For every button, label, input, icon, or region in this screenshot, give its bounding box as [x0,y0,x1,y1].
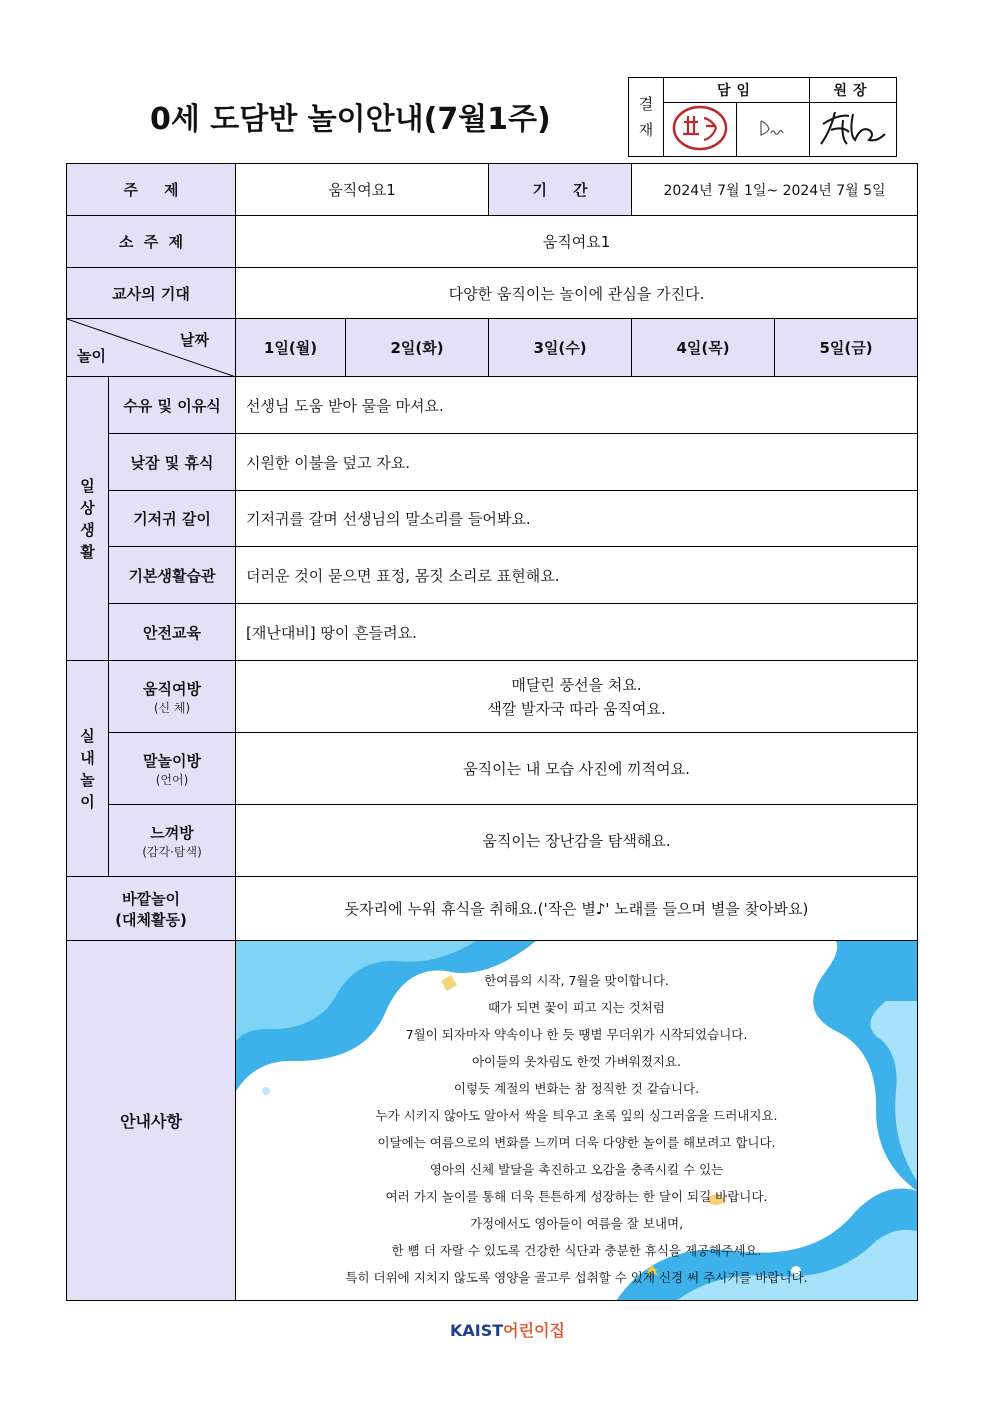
group-char: 실 [80,726,95,745]
period-value: 2024년 7월 1일~ 2024년 7월 5일 [632,164,918,216]
theme-label: 주 제 [67,164,236,216]
notice-line: 이달에는 여름으로의 변화를 느끼며 더욱 다양한 놀이를 해보려고 합니다. [377,1135,776,1150]
daily-row-value: 선생님 도움 받아 물을 마셔요. [236,377,918,434]
daily-row-label: 기저귀 갈이 [109,491,236,547]
indoor-line: 색깔 발자국 따라 움직여요. [487,699,666,718]
footer-brand: KAIST [450,1321,504,1340]
indoor-row-label [109,805,236,877]
daily-row-label: 수유 및 이유식 [109,377,236,434]
signature-icon [813,104,893,152]
group-char: 놀 [80,770,95,789]
indoor-label-sub: (언어) [155,772,189,787]
teacher-header: 담임 [664,78,810,103]
teacher-signature [737,103,810,157]
subtheme-label: 소 주 제 [67,216,236,268]
day-1: 1일(월) [236,319,346,377]
daily-row-label: 낮잠 및 휴식 [109,434,236,491]
group-char: 상 [80,498,95,517]
daily-group-label [67,377,109,661]
indoor-label-text: 움직여방 [143,679,201,698]
period-label: 기 간 [489,164,632,216]
daily-row-value: 시원한 이불을 덮고 자요. [236,434,918,491]
notice-line: 한여름의 시작, 7월을 맞이합니다. [484,973,669,988]
group-char: 이 [80,792,95,811]
red-seal-icon [668,104,732,152]
expect-value: 다양한 움직이는 놀이에 관심을 가진다. [236,268,918,319]
notice-line: 아이들의 옷차림도 한껏 가벼워졌지요. [471,1054,682,1069]
indoor-line: 움직이는 내 모습 사진에 끼적여요. [463,760,690,778]
notice-text [236,950,917,1291]
outdoor-value: 돗자리에 누워 휴식을 취해요.('작은 별♪' 노래를 들으며 별을 찾아봐요) [236,877,918,941]
director-header: 원장 [810,78,897,103]
group-char: 생 [80,520,95,539]
notice-cell [236,941,918,1301]
notice-line: 가정에서도 영아들이 여름을 잘 보내며, [469,1216,684,1231]
approval-label-char: 재 [638,121,654,139]
approval-label [629,78,664,157]
notice-line: 한 뼘 더 자랄 수 있도록 건강한 식단과 충분한 휴식을 제공해주세요. [391,1243,762,1258]
day-2: 2일(화) [346,319,489,377]
notice-line: 7월이 되자마자 약속이나 한 듯 땡볕 무더위가 시작되었습니다. [405,1027,748,1042]
indoor-label-text: 말놀이방 [143,751,201,770]
expect-label: 교사의 기대 [67,268,236,319]
daily-row-value: [재난대비] 땅이 흔들려요. [236,604,918,661]
indoor-label-text: 느껴방 [150,823,194,842]
notice-line: 특히 더위에 지치지 않도록 영양을 골고루 섭취할 수 있게 신경 써 주시기를 바랍니다. [345,1270,808,1285]
group-char: 활 [80,542,95,561]
day-5: 5일(금) [775,319,918,377]
notice-line: 때가 되면 꽃이 피고 지는 것처럼 [488,1000,665,1015]
indoor-row-value [236,733,918,805]
indoor-label-sub: (신 체) [153,700,191,715]
page-title: 0세 도담반 놀이안내(7월1주) [150,102,551,137]
notice-line: 이렇듯 계절의 변화는 참 정직한 것 같습니다. [453,1081,700,1096]
daily-row-value: 기저귀를 갈며 선생님의 말소리를 들어봐요. [236,491,918,547]
footer-logo [450,1318,565,1341]
approval-box [628,77,897,157]
director-signature [810,103,897,157]
day-4: 4일(목) [632,319,775,377]
outdoor-label-1: 바깥놀이 [122,889,180,908]
daily-row-label: 안전교육 [109,604,236,661]
play-label: 놀이 [77,347,106,365]
plan-table [66,163,918,1301]
group-char: 내 [80,748,95,767]
group-char: 일 [80,476,95,495]
indoor-line: 움직이는 장난감을 탐색해요. [482,832,671,850]
indoor-row-label [109,661,236,733]
daily-row-value: 더러운 것이 묻으면 표정, 몸짓 소리로 표현해요. [236,547,918,604]
teacher-seal [664,103,737,157]
notice-line: 여러 가지 놀이를 통해 더욱 튼튼하게 성장하는 한 달이 되길 바랍니다. [385,1189,768,1204]
theme-value: 움직여요1 [236,164,489,216]
indoor-row-label [109,733,236,805]
outdoor-label [67,877,236,941]
daily-row-label: 기본생활습관 [109,547,236,604]
indoor-line: 매달린 풍선을 쳐요. [511,675,642,694]
indoor-row-value [236,661,918,733]
outdoor-label-2: (대체활동) [115,910,187,929]
indoor-row-value [236,805,918,877]
indoor-group-label [67,661,109,877]
signature-icon [753,113,793,143]
notice-label: 안내사항 [67,941,236,1301]
notice-line: 누가 시키지 않아도 알아서 싹을 틔우고 초록 잎의 싱그러움을 드러내지요. [375,1108,778,1123]
notice-line: 영아의 신체 발달을 촉진하고 오감을 충족시킬 수 있는 [429,1162,724,1177]
footer-suffix: 어린이집 [503,1321,565,1340]
day-3: 3일(수) [489,319,632,377]
approval-label-char: 결 [638,95,654,113]
date-play-header [67,319,236,377]
subtheme-value: 움직여요1 [236,216,918,268]
indoor-label-sub: (감각·탐색) [142,844,202,859]
date-label: 날짜 [180,331,209,349]
